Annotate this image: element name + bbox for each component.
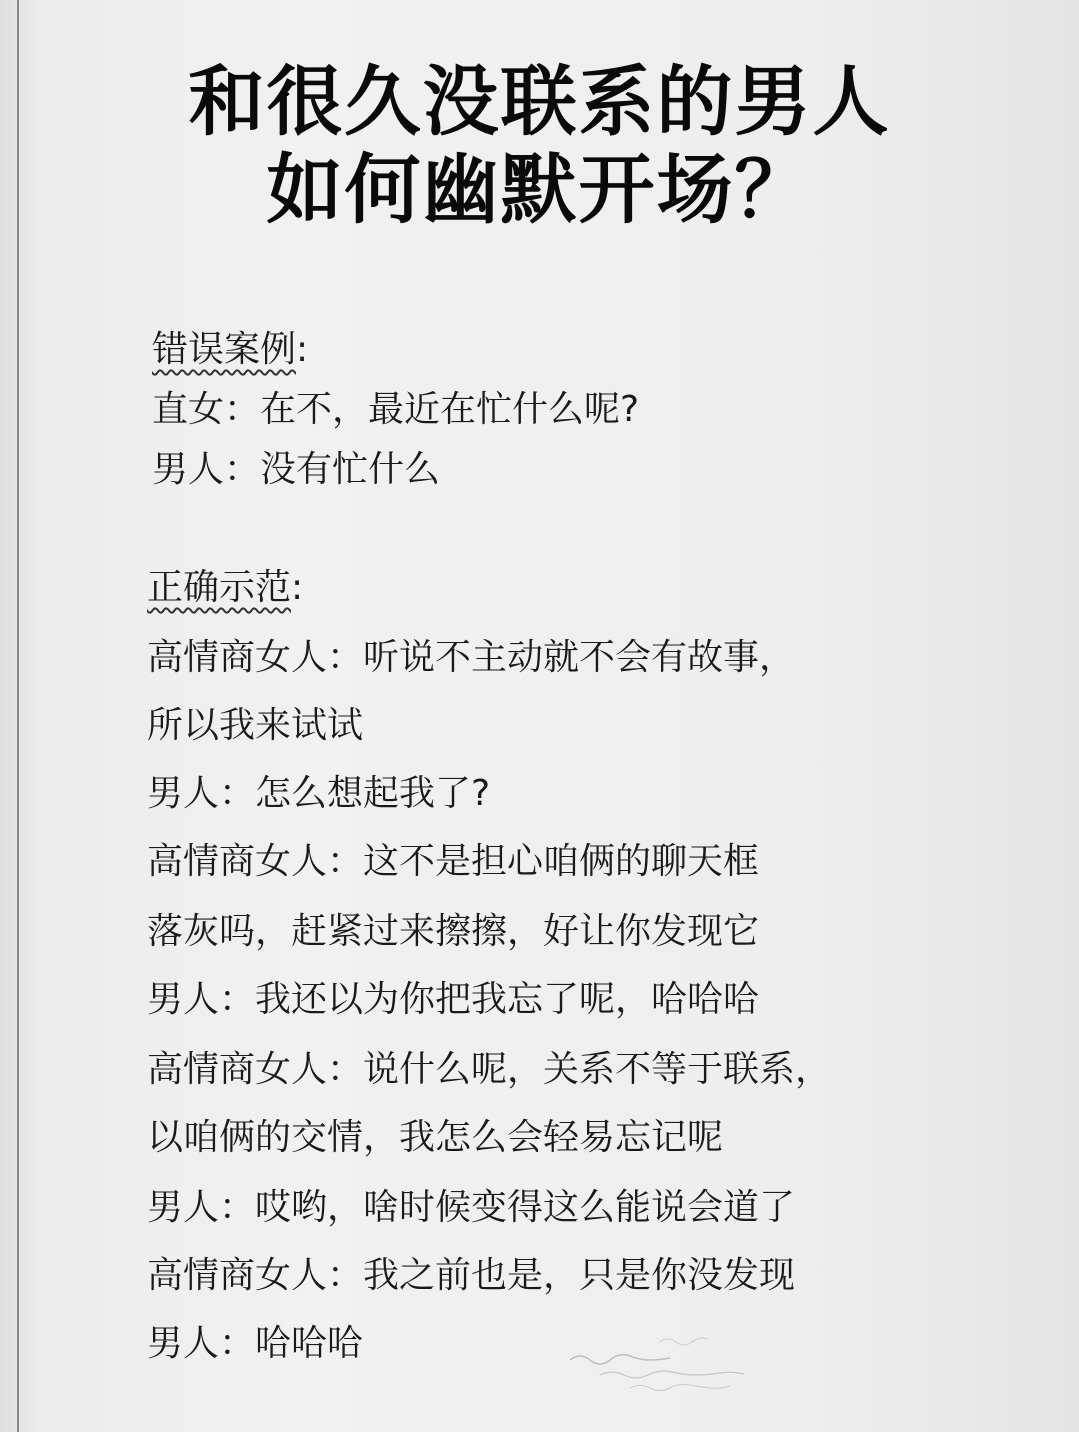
page-title	[0, 58, 1079, 234]
correct-example-line-9: 男人：哎哟，啥时候变得这么能说会道了	[147, 1187, 796, 1228]
wrong-example-label-text: 错误案例	[152, 329, 297, 370]
correct-example-line-1: 高情商女人：听说不主动就不会有故事，	[147, 637, 796, 678]
correct-example-line-5: 落灰吗，赶紧过来擦擦，好让你发现它	[147, 911, 760, 952]
bleed-through-scribble	[560, 1320, 820, 1400]
correct-example-line-2: 所以我来试试	[147, 705, 364, 746]
title-line-2: 如何幽默开场？	[266, 145, 813, 234]
correct-example-line-4: 高情商女人：这不是担心咱俩的聊天框	[147, 841, 760, 882]
correct-example-label-text: 正确示范	[147, 567, 292, 608]
title-line-1: 和很久没联系的男人	[188, 57, 891, 146]
correct-example-line-6: 男人：我还以为你把我忘了呢，哈哈哈	[147, 979, 760, 1020]
wrong-example-label-colon: :	[296, 329, 309, 370]
correct-example-line-3: 男人：怎么想起我了?	[147, 773, 491, 814]
wrong-example-line-2: 男人：没有忙什么	[152, 449, 441, 490]
correct-example-line-11: 男人：哈哈哈	[147, 1323, 364, 1364]
correct-example-line-8: 以咱俩的交情，我怎么会轻易忘记呢	[147, 1117, 724, 1158]
correct-example-line-10: 高情商女人：我之前也是，只是你没发现	[147, 1255, 796, 1296]
correct-example-line-7: 高情商女人：说什么呢，关系不等于联系，	[147, 1049, 832, 1090]
wrong-example-label	[152, 328, 308, 372]
wrong-example-line-1: 直女：在不，最近在忙什么呢?	[152, 389, 640, 430]
correct-example-label-colon: :	[291, 567, 304, 608]
correct-example-label	[147, 566, 303, 610]
